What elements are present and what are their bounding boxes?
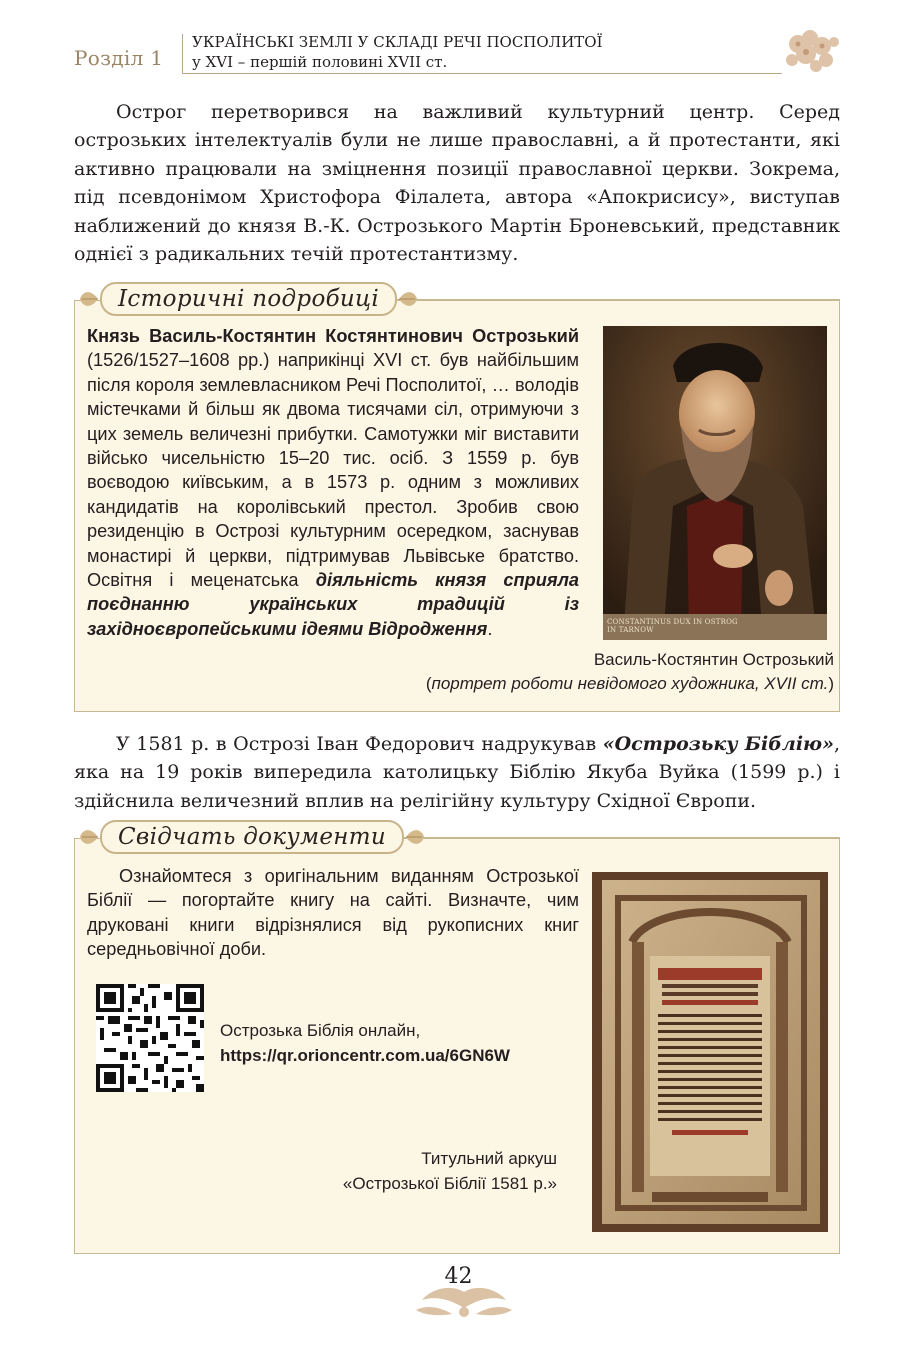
- intro-paragraph: Острог перетворився на важливий культурний центр. Серед острозьких інтелектуалів були не лише православні, а й протестанти, які активно працювали на зміцнення позиції православної церкви. Зокрема, під псевдонімом Христофора Філалета, автора «Апокрисису», виступав наближений до князя В.-К. Острозького Мартін Броневський, представник однієї з радикальних течій протестантизму.: [74, 101, 840, 266]
- tag-label: Історичні подробиці: [100, 282, 397, 316]
- documents-task: Ознайомтеся з оригінальним виданням Острозької Біблії — погортайте книгу на сайті. Визначте, чим друковані книги відрізнялися від рукописних книг середньовічної доби.: [87, 866, 579, 960]
- page-number: 42: [444, 1264, 473, 1289]
- portrait-inscription-2: IN TARNOW: [607, 626, 654, 634]
- bible-paragraph-start: У 1581 р. в Острозі Іван Федорович надрукував: [116, 733, 603, 755]
- bible-paragraph-end: , яка на 19 років випередила католицьку Біблію Якуба Вуйка (1599 р.) і здійснила величезний вплив на релігійну культуру Східної Європи.: [74, 733, 840, 812]
- portrait-caption-note: портрет роботи невідомого художника, XVII ст.: [431, 674, 829, 693]
- chapter-title-main: УКРАЇНСЬКІ ЗЕМЛІ У СКЛАДІ РЕЧІ ПОСПОЛИТОЇ: [192, 33, 603, 51]
- bible-paragraph: [74, 730, 840, 815]
- tag-label: Свідчать документи: [100, 820, 404, 854]
- leaf-ornament-icon: [397, 284, 419, 314]
- floral-ornament-icon: [412, 1282, 516, 1322]
- bible-title: «Острозьку Біблію»: [602, 733, 834, 755]
- leaf-ornament-icon: [404, 822, 426, 852]
- leaf-ornament-icon: [78, 284, 100, 314]
- header-divider: [182, 34, 183, 73]
- qr-code-icon[interactable]: [96, 984, 204, 1092]
- prince-portrait: [603, 326, 827, 640]
- leaf-ornament-icon: [78, 822, 100, 852]
- floral-ornament-icon: [776, 22, 846, 82]
- portrait-caption-name: Василь-Костянтин Острозький: [593, 650, 834, 669]
- qr-url-link[interactable]: https://qr.orioncentr.com.ua/6GN6W: [220, 1046, 510, 1065]
- box-top-border: [370, 299, 840, 300]
- qr-caption: [220, 1018, 510, 1068]
- historical-details-tag: [78, 281, 419, 317]
- bible-caption-line1: Титульний аркуш: [421, 1149, 557, 1168]
- chapter-title-sub: у XVI – першій половині XVII ст.: [192, 53, 448, 71]
- portrait-inscription: CONSTANTINUS DUX IN OSTROG: [607, 618, 738, 626]
- bible-title-page-image: [592, 872, 828, 1232]
- header-rule: [182, 73, 782, 74]
- qr-label: Острозька Біблія онлайн,: [220, 1021, 421, 1040]
- box-top-border: [370, 837, 840, 838]
- portrait-caption: Василь-Костянтин Острозький (портрет роботи невідомого художника, XVII ст.): [425, 650, 834, 693]
- biography-end: .: [487, 618, 493, 639]
- documents-tag: [78, 819, 426, 855]
- prince-name: Князь Василь-Костянтин Костянтинович Острозький: [87, 326, 579, 346]
- bible-caption: [343, 1146, 557, 1196]
- chapter-title: [192, 32, 782, 72]
- section-label: Розділ 1: [74, 46, 164, 70]
- biography-text: (1526/1527–1608 рр.) наприкінці XVI ст. був найбільшим після короля землевласником Речі Посполитої, … володів містечками й більш як двома тисячами сіл, отримуючи з цих земель величезні прибутки. Самотужки міг виставити військо чисельністю 15–20 тис. осіб. З 1559 р. був воєводою київським, а в 1573 р. одним з можливих кандидатів на королівський престол. Зробив свою резиденцію в Острозі культурним осередком, заснував монастирі й церкви, підтримував Львівське братство. Освітня і меценатська: [87, 350, 579, 591]
- prince-biography: [87, 324, 579, 641]
- biography-emphasis: діяльність князя сприяла поєднанню українських традицій із західноєвропейськими ідеями Відродження: [87, 570, 579, 639]
- bible-caption-line2: «Острозької Біблії 1581 р.»: [342, 1174, 557, 1193]
